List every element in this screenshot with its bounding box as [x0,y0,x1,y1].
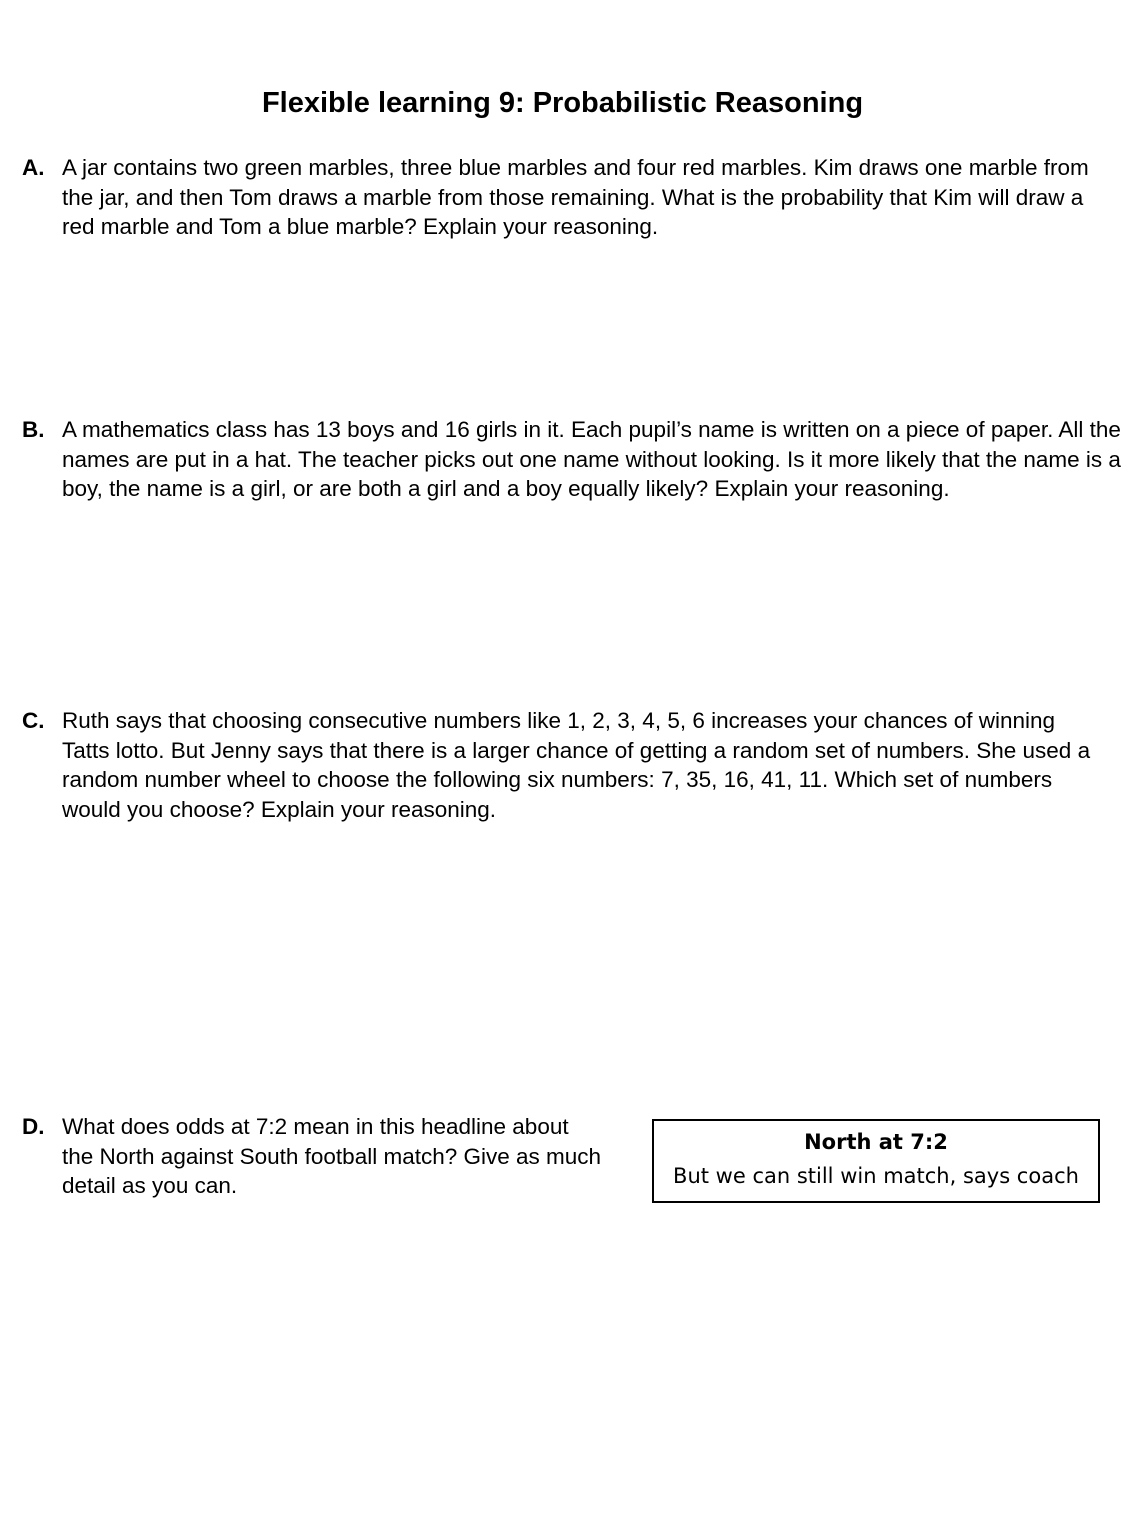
headline-box [652,1119,1100,1203]
question-text: A mathematics class has 13 boys and 16 girls in it. Each pupil’s name is written on a piece of paper. All the names are put in a hat. The teacher picks out one name without looking. Is it more likely that the name is a boy, the name is a girl, or are both a girl and a boy equally likely? Explain your reasoning. [62,417,1121,501]
question-label: A. [22,155,45,180]
page-title: Flexible learning 9: Probabilistic Reasoning [261,87,864,119]
question-label: C. [22,708,45,733]
question-text: A jar contains two green marbles, three blue marbles and four red marbles. Kim draws one marble from the jar, and then Tom draws a marble from those remaining. What is the probability that Kim will draw a red marble and Tom a blue marble? Explain your reasoning. [62,155,1089,239]
question-text: What does odds at 7:2 mean in this headline about the North against South football match? Give as much detail as you can. [62,1114,602,1198]
headline-subtitle: But we can still win match, says coach [673,1164,1079,1188]
question-text: Ruth says that choosing consecutive numbers like 1, 2, 3, 4, 5, 6 increases your chances of winning Tatts lotto. But Jenny says that there is a larger chance of getting a random set of numbers. She used a random number wheel to choose the following six numbers: 7, 35, 16, 41, 11. Which set of numbers would you choose? Explain your reasoning. [62,708,1091,822]
question-label: B. [22,417,45,442]
question-label: D. [22,1114,45,1139]
headline-title: North at 7:2 [804,1130,948,1154]
